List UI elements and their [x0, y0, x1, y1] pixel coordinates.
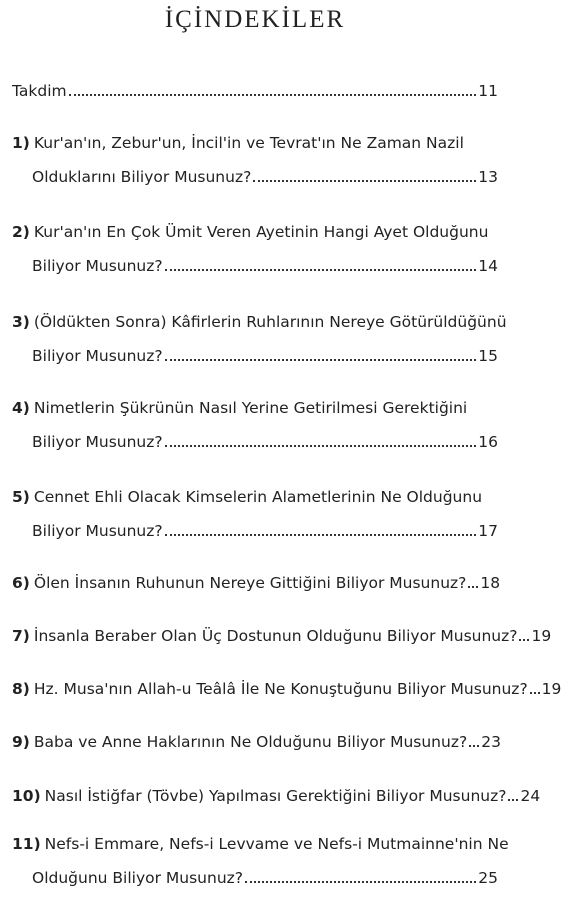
toc-entry-title: Nefs-i Emmare, Nefs-i Levvame ve Nefs-i Mutmainne'nin Ne — [44, 835, 509, 853]
toc-entry-number: 6) — [12, 574, 30, 592]
toc-page-number: 15 — [478, 347, 498, 365]
toc-entry-line — [12, 574, 501, 593]
toc-entry-title: Biliyor Musunuz? — [32, 433, 163, 451]
dot-leader — [165, 534, 477, 536]
toc-entry-line — [12, 488, 498, 507]
toc-entry-title: Takdim — [12, 82, 67, 100]
toc-entry-title: Olduklarını Biliyor Musunuz? — [32, 168, 252, 186]
toc-entry[interactable] — [12, 82, 498, 101]
toc-entry-continuation — [12, 347, 498, 366]
toc-page-number: 11 — [478, 82, 498, 100]
toc-entry-number: 4) — [12, 399, 30, 417]
toc-entry-title: Cennet Ehli Olacak Kimselerin Alametlerinin Ne Olduğunu — [33, 488, 483, 506]
toc-page-number: 16 — [478, 433, 498, 451]
toc-entry-line — [12, 835, 509, 854]
toc-page-number: 14 — [478, 257, 498, 275]
toc-entry-line — [12, 627, 552, 646]
toc-entry-continuation — [12, 522, 498, 541]
toc-entry-number: 8) — [12, 680, 30, 698]
toc-entry-number: 10) — [12, 787, 41, 805]
toc-entry-number: 11) — [12, 835, 41, 853]
toc-page-number: 19 — [541, 680, 561, 698]
toc-entry[interactable] — [12, 574, 501, 593]
dot-leader — [468, 586, 478, 588]
page-title: İÇİNDEKİLER — [164, 6, 346, 33]
toc-entry-title: Ölen İnsanın Ruhunun Nereye Gittiğini Biliyor Musunuz? — [33, 574, 467, 592]
toc-entry-title: Baba ve Anne Haklarının Ne Olduğunu Biliyor Musunuz? — [33, 733, 468, 751]
toc-entry[interactable] — [12, 627, 552, 646]
toc-entry-continuation — [12, 257, 498, 276]
toc-entry-number: 3) — [12, 313, 30, 331]
toc-entry-title: (Öldükten Sonra) Kâfirlerin Ruhlarının Nereye Götürüldüğünü — [33, 313, 507, 331]
toc-entry-line — [12, 399, 498, 418]
toc-entry-line — [12, 313, 507, 332]
toc-entry-number: 9) — [12, 733, 30, 751]
dot-leader — [530, 692, 540, 694]
dot-leader — [245, 881, 476, 883]
dot-leader — [253, 180, 476, 182]
dot-leader — [165, 445, 477, 447]
toc-entry-title: Biliyor Musunuz? — [32, 522, 163, 540]
toc-entry-title: Kur'an'ın, Zebur'un, İncil'in ve Tevrat'ın Ne Zaman Nazil — [33, 134, 464, 152]
toc-entry-number: 2) — [12, 223, 30, 241]
toc-page-number: 24 — [520, 787, 541, 805]
toc-entry[interactable] — [12, 733, 501, 752]
toc-page-number: 17 — [478, 522, 498, 540]
toc-page-number: 23 — [481, 733, 501, 751]
toc-entry-continuation — [12, 869, 498, 888]
dot-leader — [519, 639, 529, 641]
dot-leader — [165, 359, 477, 361]
toc-entry-continuation — [12, 433, 498, 452]
toc-entry-title: Nasıl İstiğfar (Tövbe) Yapılması Gerektiğini Biliyor Musunuz? — [44, 787, 507, 805]
toc-entry-title: İnsanla Beraber Olan Üç Dostunun Olduğunu Biliyor Musunuz? — [33, 627, 518, 645]
toc-entry-line — [12, 680, 561, 699]
dot-leader — [469, 745, 479, 747]
toc-page-number: 19 — [531, 627, 552, 645]
toc-entry-line — [12, 223, 498, 242]
toc-entry-title: Hz. Musa'nın Allah-u Teâlâ İle Ne Konuştuğunu Biliyor Musunuz? — [33, 680, 528, 698]
toc-entry[interactable] — [12, 488, 498, 541]
toc-entry[interactable] — [12, 313, 507, 366]
toc-entry-line — [12, 134, 498, 153]
toc-page-number: 13 — [478, 168, 498, 186]
toc-entry[interactable] — [12, 680, 561, 699]
toc-entry-title: Nimetlerin Şükrünün Nasıl Yerine Getirilmesi Gerektiğini — [33, 399, 468, 417]
toc-entry-line — [12, 82, 498, 101]
dot-leader — [69, 94, 477, 96]
toc-entry-title: Olduğunu Biliyor Musunuz? — [32, 869, 244, 887]
toc-entry[interactable] — [12, 399, 498, 452]
toc-entry[interactable] — [12, 223, 498, 276]
toc-page-number: 18 — [480, 574, 501, 592]
toc-entry-number: 5) — [12, 488, 30, 506]
dot-leader — [508, 799, 518, 801]
toc-entry-line — [12, 787, 541, 806]
toc-entry[interactable] — [12, 787, 541, 806]
toc-entry[interactable] — [12, 835, 509, 888]
toc-entry-continuation — [12, 168, 498, 187]
toc-entry-number: 1) — [12, 134, 30, 152]
toc-entry-title: Kur'an'ın En Çok Ümit Veren Ayetinin Hangi Ayet Olduğunu — [33, 223, 489, 241]
toc-entry-title: Biliyor Musunuz? — [32, 347, 163, 365]
toc-page-number: 25 — [478, 869, 498, 887]
toc-entry-number: 7) — [12, 627, 30, 645]
toc-entry[interactable] — [12, 134, 498, 187]
dot-leader — [165, 269, 477, 271]
toc-entry-line — [12, 733, 501, 752]
toc-entry-title: Biliyor Musunuz? — [32, 257, 163, 275]
